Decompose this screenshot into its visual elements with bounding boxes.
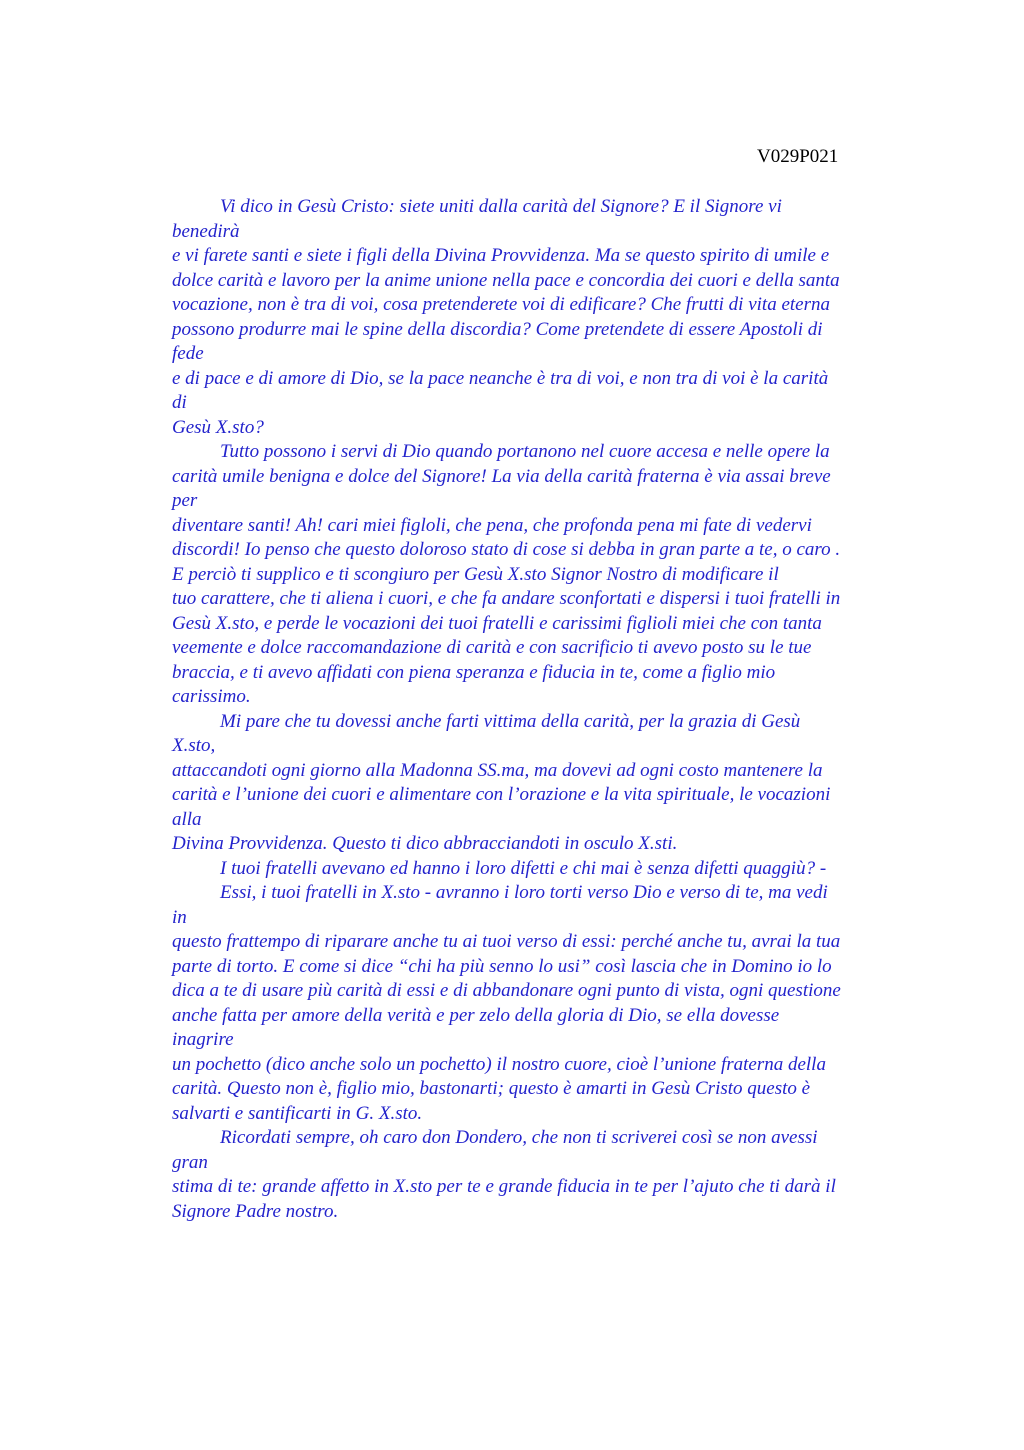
text-line: anche fatta per amore della verità e per zelo della gloria di Dio, se ella dovesse	[172, 1004, 780, 1026]
text-line: carissimo.	[172, 686, 251, 707]
text-line: questo frattempo di riparare anche tu ai tuoi verso di essi: perché anche tu, avrai la tua	[172, 931, 841, 952]
text-line: stima di te: grande affetto in X.sto per te e grande fiducia in te per l’ajuto che ti darà il	[172, 1176, 836, 1197]
text-line: possono produrre mai le spine della discordia? Come pretendete di essere Apostoli di	[172, 318, 823, 340]
text-line: per	[172, 490, 198, 511]
text-line: Ricordati sempre, oh caro don Dondero, che non ti scriverei così se non avessi	[220, 1127, 818, 1148]
text-line: discordi! Io penso che questo doloroso stato di cose si debba in gran parte a te, o caro .	[172, 539, 841, 560]
text-line: e vi farete santi e siete i figli della Divina Provvidenza. Ma se questo spirito di umile e	[172, 245, 830, 266]
letter-body	[172, 195, 912, 1224]
text-line: Mi pare che tu dovessi anche farti vittima della carità, per la grazia di Gesù	[220, 710, 801, 732]
text-line: veemente e dolce raccomandazione di carità e con sacrificio ti avevo posto su le tue	[172, 637, 812, 658]
text-line: tuo carattere, che ti aliena i cuori, e che fa andare sconfortati e dispersi i tuoi fratelli in	[172, 588, 841, 609]
text-line: inagrire	[172, 1029, 234, 1050]
text-line: dolce carità e lavoro per la anime unione nella pace e concordia dei cuori e della santa	[172, 269, 840, 291]
text-line: fede	[172, 343, 204, 364]
text-line: dica a te di usare più carità di essi e di abbandonare ogni punto di vista, ogni questione	[172, 980, 841, 1001]
text-line: gran	[172, 1151, 208, 1173]
text-line: un pochetto (dico anche solo un pochetto) il nostro cuore, cioè l’unione fraterna della	[172, 1053, 826, 1075]
text-line: braccia, e ti avevo affidati con piena speranza e fiducia in te, come a figlio mio	[172, 661, 776, 683]
text-line: Gesù X.sto, e perde le vocazioni dei tuoi fratelli e carissimi figlioli miei che con tanta	[172, 612, 822, 634]
text-line: vocazione, non è tra di voi, cosa pretenderete voi di edificare? Che frutti di vita eterna	[172, 294, 830, 315]
text-line: Gesù X.sto?	[172, 416, 264, 438]
text-line: di	[172, 392, 187, 413]
text-line: carità. Questo non è, figlio mio, bastonarti; questo è amarti in Gesù Cristo questo è	[172, 1078, 811, 1099]
text-line: salvarti e santificarti in G. X.sto.	[172, 1102, 423, 1124]
text-line: e di pace e di amore di Dio, se la pace neanche è tra di voi, e non tra di voi è la carità	[172, 367, 829, 389]
text-line: I tuoi fratelli avevano ed hanno i loro difetti e chi mai è senza difetti quaggiù? -	[220, 857, 827, 879]
text-line: E perciò ti supplico e ti scongiuro per Gesù X.sto Signor Nostro di modificare il	[172, 563, 779, 585]
text-line: Signore Padre nostro.	[172, 1200, 339, 1222]
text-line: Divina Provvidenza. Questo ti dico abbracciandoti in osculo X.sti.	[172, 833, 678, 854]
text-line: parte di torto. E come si dice “chi ha più senno lo usi” così lascia che in Domino io lo	[172, 955, 832, 977]
text-line: Tutto possono i servi di Dio quando portanono nel cuore accesa e nelle opere la	[220, 441, 830, 462]
text-line: attaccandoti ogni giorno alla Madonna SS.ma, ma dovevi ad ogni costo mantenere la	[172, 759, 823, 781]
text-line: alla	[172, 808, 202, 830]
text-line: in	[172, 906, 187, 928]
text-line: carità umile benigna e dolce del Signore! La via della carità fraterna è via assai breve	[172, 465, 831, 487]
text-line: diventare santi! Ah! cari miei figloli, che pena, che profonda pena mi fate di vedervi	[172, 514, 812, 536]
text-line: X.sto,	[172, 735, 216, 756]
page-code: V029P021	[757, 146, 839, 167]
text-line: carità e l’unione dei cuori e alimentare con l’orazione e la vita spirituale, le vocazioni	[172, 784, 831, 805]
text-line: Essi, i tuoi fratelli in X.sto - avranno i loro torti verso Dio e verso di te, ma vedi	[220, 882, 828, 903]
text-line: Vi dico in Gesù Cristo: siete uniti dalla carità del Signore? E il Signore vi	[220, 196, 782, 217]
text-line: benedirà	[172, 220, 240, 242]
